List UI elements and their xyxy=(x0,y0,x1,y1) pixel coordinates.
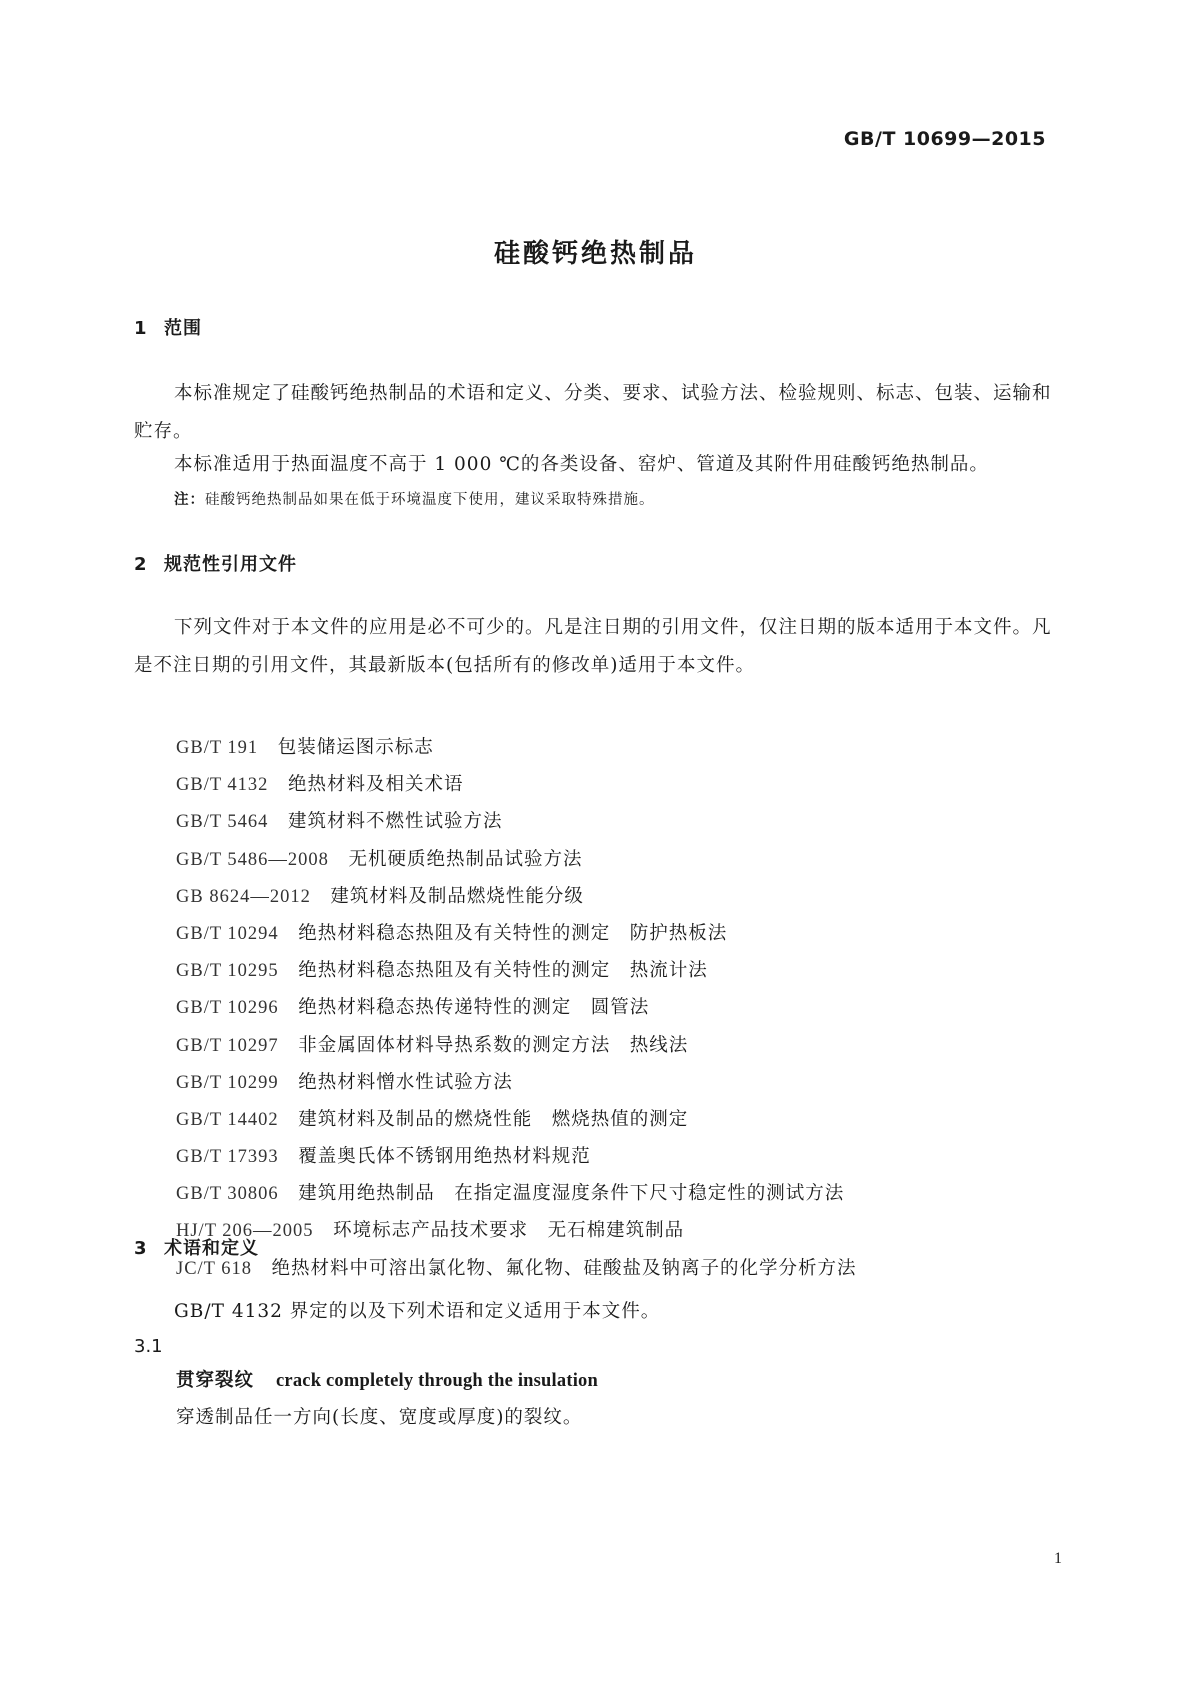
terms-intro: GB/T 4132 界定的以及下列术语和定义适用于本文件。 xyxy=(174,1301,661,1322)
reference-title: 无机硬质绝热制品试验方法 xyxy=(348,848,583,870)
reference-item xyxy=(176,919,857,956)
reference-title: 绝热材料稳态热阻及有关特性的测定 防护热板法 xyxy=(298,922,728,944)
reference-title: 绝热材料稳态热传递特性的测定 圆管法 xyxy=(298,997,650,1019)
reference-title: 绝热材料憎水性试验方法 xyxy=(298,1071,513,1093)
reference-code: JC/T 618 xyxy=(176,1258,253,1279)
section-1-heading xyxy=(134,314,202,340)
reference-item xyxy=(176,845,857,882)
section-number: 1 xyxy=(134,318,148,339)
reference-list xyxy=(176,733,857,1291)
reference-code: GB/T 17393 xyxy=(176,1147,279,1168)
term-chinese: 贯穿裂纹 xyxy=(176,1370,255,1391)
scope-note xyxy=(174,488,655,509)
standard-code: GB/T 10699—2015 xyxy=(843,128,1046,150)
term-entry xyxy=(176,1366,598,1392)
reference-item xyxy=(176,1254,857,1291)
section-number: 2 xyxy=(134,554,148,575)
scope-paragraph-1: 本标准规定了硅酸钙绝热制品的术语和定义、分类、要求、试验方法、检验规则、标志、包装、运输和贮存。 xyxy=(134,383,1052,442)
reference-code: GB/T 5464 xyxy=(176,812,269,833)
reference-title: 绝热材料及相关术语 xyxy=(287,774,464,796)
reference-item xyxy=(176,770,857,807)
reference-code: GB/T 191 xyxy=(176,738,259,758)
reference-item xyxy=(176,1031,857,1068)
scope-paragraph-2: 本标准适用于热面温度不高于 1 000 ℃的各类设备、窑炉、管道及其附件用硅酸钙绝热制品。 xyxy=(174,454,989,475)
reference-item xyxy=(176,807,857,844)
reference-item xyxy=(176,1179,857,1216)
reference-title: 建筑材料及制品的燃烧性能 燃烧热值的测定 xyxy=(298,1108,689,1130)
reference-title: 覆盖奥氏体不锈钢用绝热材料规范 xyxy=(298,1146,591,1168)
reference-item xyxy=(176,993,857,1030)
section-number: 3 xyxy=(134,1238,148,1259)
reference-title: 建筑材料及制品燃烧性能分级 xyxy=(330,885,584,907)
reference-title: 建筑材料不燃性试验方法 xyxy=(287,811,503,833)
reference-title: 建筑用绝热制品 在指定温度湿度条件下尺寸稳定性的测试方法 xyxy=(298,1183,845,1205)
reference-code: HJ/T 206—2005 xyxy=(176,1221,314,1242)
reference-code: GB/T 5486—2008 xyxy=(176,849,329,870)
document-title: 硅酸钙绝热制品 xyxy=(493,239,697,269)
reference-item xyxy=(176,1068,857,1105)
reference-title: 包装储运图示标志 xyxy=(277,737,434,758)
term-number: 3.1 xyxy=(134,1336,163,1357)
term-definition: 穿透制品任一方向(长度、宽度或厚度)的裂纹。 xyxy=(176,1407,583,1428)
page-number: 1 xyxy=(1054,1550,1062,1567)
section-title: 规范性引用文件 xyxy=(164,554,297,575)
reference-code: GB/T 30806 xyxy=(176,1184,279,1205)
note-text: 硅酸钙绝热制品如果在低于环境温度下使用，建议采取特殊措施。 xyxy=(205,492,655,508)
reference-item xyxy=(176,1142,857,1179)
reference-title: 绝热材料中可溶出氯化物、氟化物、硅酸盐及钠离子的化学分析方法 xyxy=(271,1257,857,1279)
reference-code: GB/T 10294 xyxy=(176,923,279,944)
note-label: 注： xyxy=(174,492,205,508)
reference-title: 环境标志产品技术要求 无石棉建筑制品 xyxy=(333,1220,685,1242)
term-english: crack completely through the insulation xyxy=(276,1371,598,1391)
reference-code: GB/T 10296 xyxy=(176,998,279,1019)
section-3-heading xyxy=(134,1234,259,1260)
reference-code: GB 8624—2012 xyxy=(176,886,311,907)
section-title: 术语和定义 xyxy=(164,1238,259,1259)
section-title: 范围 xyxy=(164,318,202,339)
reference-item xyxy=(176,882,857,919)
reference-title: 绝热材料稳态热阻及有关特性的测定 热流计法 xyxy=(298,960,708,982)
reference-code: GB/T 10295 xyxy=(176,961,279,982)
reference-title: 非金属固体材料导热系数的测定方法 热线法 xyxy=(298,1034,689,1056)
reference-item xyxy=(176,1216,857,1253)
normative-refs-intro: 下列文件对于本文件的应用是必不可少的。凡是注日期的引用文件，仅注日期的版本适用于本文件。凡是不注日期的引用文件，其最新版本(包括所有的修改单)适用于本文件。 xyxy=(134,617,1052,676)
reference-item xyxy=(176,956,857,993)
reference-code: GB/T 10297 xyxy=(176,1035,279,1056)
reference-code: GB/T 4132 xyxy=(176,775,269,796)
reference-code: GB/T 10299 xyxy=(176,1072,279,1093)
reference-item xyxy=(176,1105,857,1142)
reference-item xyxy=(176,733,857,770)
section-2-heading xyxy=(134,550,297,576)
reference-code: GB/T 14402 xyxy=(176,1109,279,1130)
